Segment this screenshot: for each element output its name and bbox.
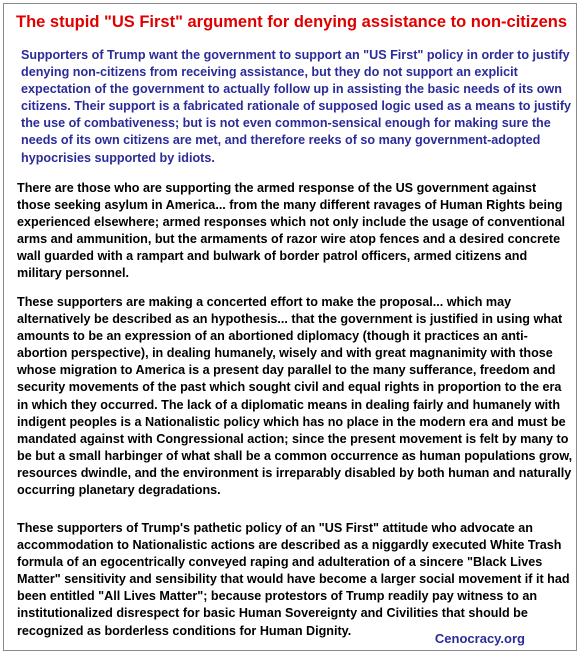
document-frame bbox=[3, 3, 577, 651]
body-paragraph-conclusion: These supporters of Trump's pathetic policy of an "US First" attitude who advocate an accommodation to Nationalistic actions are described as a niggardly executed White Trash formula of an egocentrically conveyed raping and adulteration of a sincere "Black Lives Matter" sensitivity and sensibility that would have become a larger social movement if it had been entitled "All Lives Matter"; because protestors of Trump readily pay witness to an institutionalized disrespect for basic Human Sovereignty and Civilities that should be recognized as borderless conditions for Human Dignity. bbox=[17, 521, 570, 638]
page-title: The stupid "US First" argument for denying assistance to non-citizens bbox=[16, 13, 568, 31]
body-paragraph-asylum: There are those who are supporting the armed response of the US government against those seeking asylum in America... from the many different ravages of Human Rights being experienced elsewhere; armed responses which not only include the usage of conventional arms and ammunition, but the armaments of razor wire atop fences and a desired concrete wall guarded with a rampart and bulwark of border patrol officers, armed citizens and military personnel. bbox=[17, 181, 565, 281]
intro-paragraph: Supporters of Trump want the government to support an "US First" policy in order to justify denying non-citizens from receiving assistance, but they do not support an explicit expectation of the government to actually follow up in assisting the basic needs of its own citizens. Their support is a fabricated rationale of supposed logic used as a means to justify the use of combativeness; but is not even common-sensical enough for making sure the needs of its own citizens are met, and therefore reeks of so many government-adopted hypocrisies supported by idiots. bbox=[21, 48, 572, 165]
site-credit: Cenocracy.org bbox=[432, 631, 528, 647]
body-paragraph-diplomacy: These supporters are making a concerted effort to make the proposal... which may alternatively be described as an hypothesis... that the government is justified in using what amounts to be an expression of an abortioned diplomacy (though it practices an anti-abortion perspective), in dealing humanely, wisely and with great magnanimity with those whose migration to America is a present day parallel to the many sufferance, freedom and security movements of the past which sought civil and equal rights in proportion to the era in which they occurred. The lack of a diplomatic means in dealing fairly and humanely with indigent peoples is a Nationalistic policy which has no place in the modern era and must be mandated against with Congressional action; since the present movement is felt by many to be but a small harbinger of what shall be a common occurrence as human populations grow, resources dwindle, and the environment is irreparably disabled by both human and naturally occurring planetary degradations. bbox=[17, 295, 573, 498]
